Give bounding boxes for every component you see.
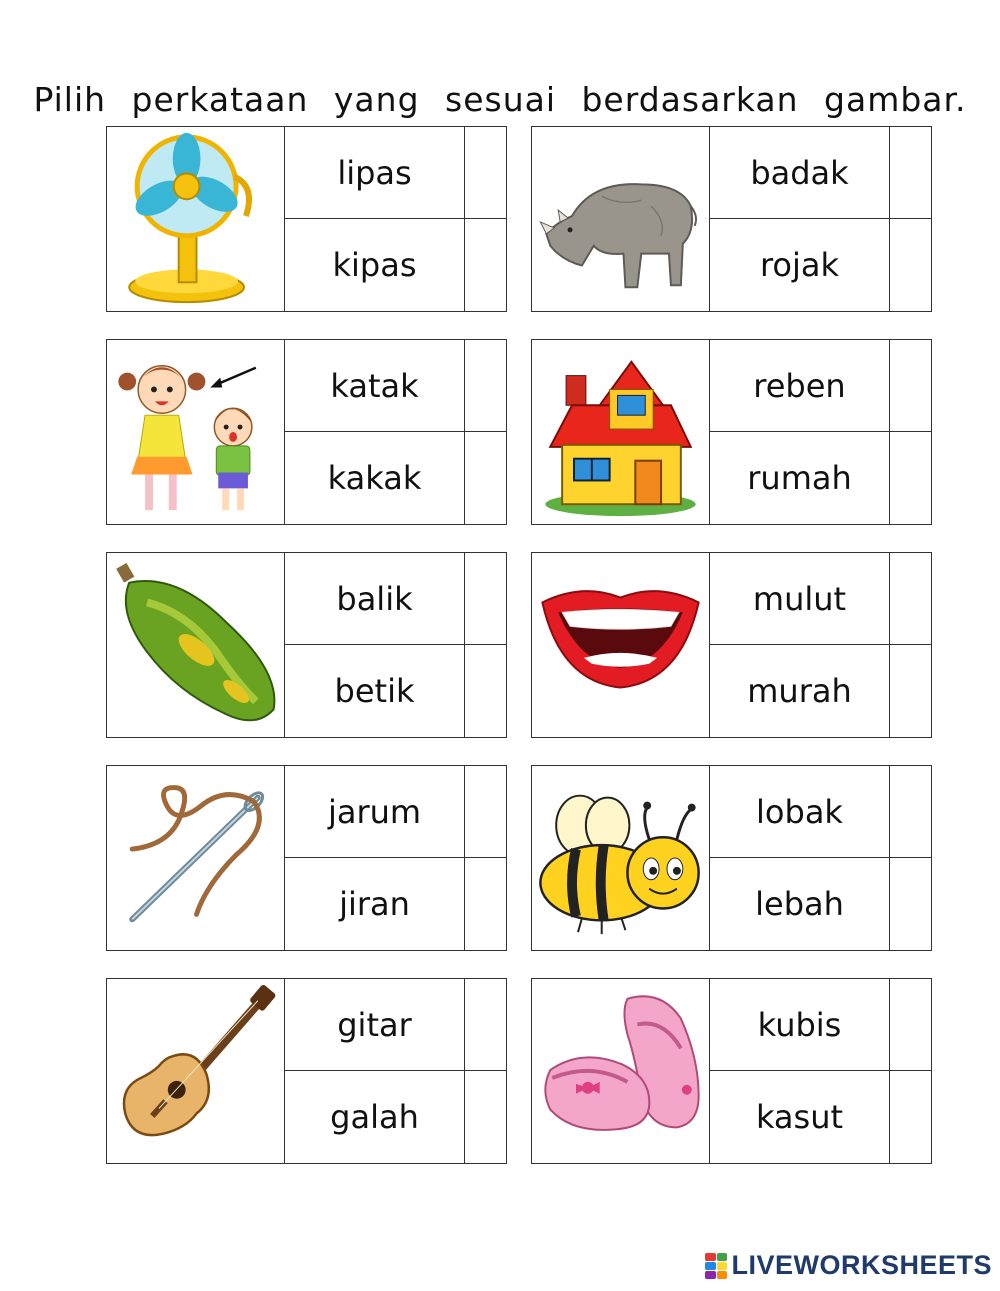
answer-option <box>285 979 507 1071</box>
answer-checkbox[interactable] <box>890 766 932 857</box>
answer-checkbox[interactable] <box>465 127 507 218</box>
answer-checkbox[interactable] <box>465 858 507 950</box>
answer-option <box>710 979 932 1071</box>
option-word: katak <box>285 340 465 431</box>
option-word: lobak <box>710 766 890 857</box>
rhinoceros-icon <box>532 127 710 311</box>
option-word: betik <box>285 645 465 737</box>
answer-option <box>285 219 507 311</box>
option-word: lebah <box>710 858 890 950</box>
answer-option <box>710 127 932 219</box>
question-card-fan <box>106 126 507 312</box>
guitar-icon <box>107 979 285 1163</box>
option-word: kasut <box>710 1071 890 1163</box>
question-card-shoes <box>531 978 932 1164</box>
answer-option <box>710 553 932 645</box>
answer-option <box>710 645 932 737</box>
option-word: lipas <box>285 127 465 218</box>
option-word: kipas <box>285 219 465 311</box>
option-word: rumah <box>710 432 890 524</box>
option-word: jiran <box>285 858 465 950</box>
answer-checkbox[interactable] <box>465 553 507 644</box>
answer-checkbox[interactable] <box>465 1071 507 1163</box>
answer-option <box>710 1071 932 1163</box>
mouth-icon <box>532 553 710 737</box>
option-word: gitar <box>285 979 465 1070</box>
answer-option <box>285 553 507 645</box>
question-card-house <box>531 339 932 525</box>
answer-checkbox[interactable] <box>465 340 507 431</box>
question-card-rhinoceros <box>531 126 932 312</box>
papaya-icon <box>107 553 285 737</box>
option-word: badak <box>710 127 890 218</box>
option-word: galah <box>285 1071 465 1163</box>
option-word: murah <box>710 645 890 737</box>
liveworksheets-logo <box>705 1250 992 1281</box>
question-card-guitar <box>106 978 507 1164</box>
answer-option <box>285 1071 507 1163</box>
shoes-icon <box>532 979 710 1163</box>
question-card-needle <box>106 765 507 951</box>
liveworksheets-logo-icon <box>705 1253 727 1279</box>
answer-option <box>285 766 507 858</box>
page-title: Pilih perkataan yang sesuai berdasarkan gambar. <box>33 80 967 119</box>
option-word: mulut <box>710 553 890 644</box>
question-card-papaya <box>106 552 507 738</box>
house-icon <box>532 340 710 524</box>
answer-checkbox[interactable] <box>465 766 507 857</box>
answer-option <box>710 340 932 432</box>
answer-option <box>285 340 507 432</box>
answer-checkbox[interactable] <box>890 645 932 737</box>
answer-option <box>710 858 932 950</box>
answer-checkbox[interactable] <box>890 340 932 431</box>
question-card-mouth <box>531 552 932 738</box>
answer-checkbox[interactable] <box>890 127 932 218</box>
fan-icon <box>107 127 285 311</box>
bee-icon <box>532 766 710 950</box>
answer-option <box>285 645 507 737</box>
answer-checkbox[interactable] <box>465 219 507 311</box>
question-card-bee <box>531 765 932 951</box>
answer-checkbox[interactable] <box>890 1071 932 1163</box>
answer-checkbox[interactable] <box>890 432 932 524</box>
option-word: kubis <box>710 979 890 1070</box>
answer-checkbox[interactable] <box>890 979 932 1070</box>
option-word: jarum <box>285 766 465 857</box>
answer-checkbox[interactable] <box>465 979 507 1070</box>
answer-checkbox[interactable] <box>890 219 932 311</box>
option-word: reben <box>710 340 890 431</box>
answer-option <box>710 766 932 858</box>
sister-and-brother-icon <box>107 340 285 524</box>
brand-label: LIVEWORKSHEETS <box>731 1250 992 1280</box>
answer-checkbox[interactable] <box>465 645 507 737</box>
option-word: rojak <box>710 219 890 311</box>
option-word: balik <box>285 553 465 644</box>
needle-and-thread-icon <box>107 766 285 950</box>
answer-option <box>710 219 932 311</box>
answer-option <box>285 858 507 950</box>
answer-option <box>285 432 507 524</box>
question-card-sister <box>106 339 507 525</box>
answer-option <box>285 127 507 219</box>
answer-option <box>710 432 932 524</box>
answer-checkbox[interactable] <box>890 553 932 644</box>
answer-checkbox[interactable] <box>465 432 507 524</box>
answer-checkbox[interactable] <box>890 858 932 950</box>
option-word: kakak <box>285 432 465 524</box>
